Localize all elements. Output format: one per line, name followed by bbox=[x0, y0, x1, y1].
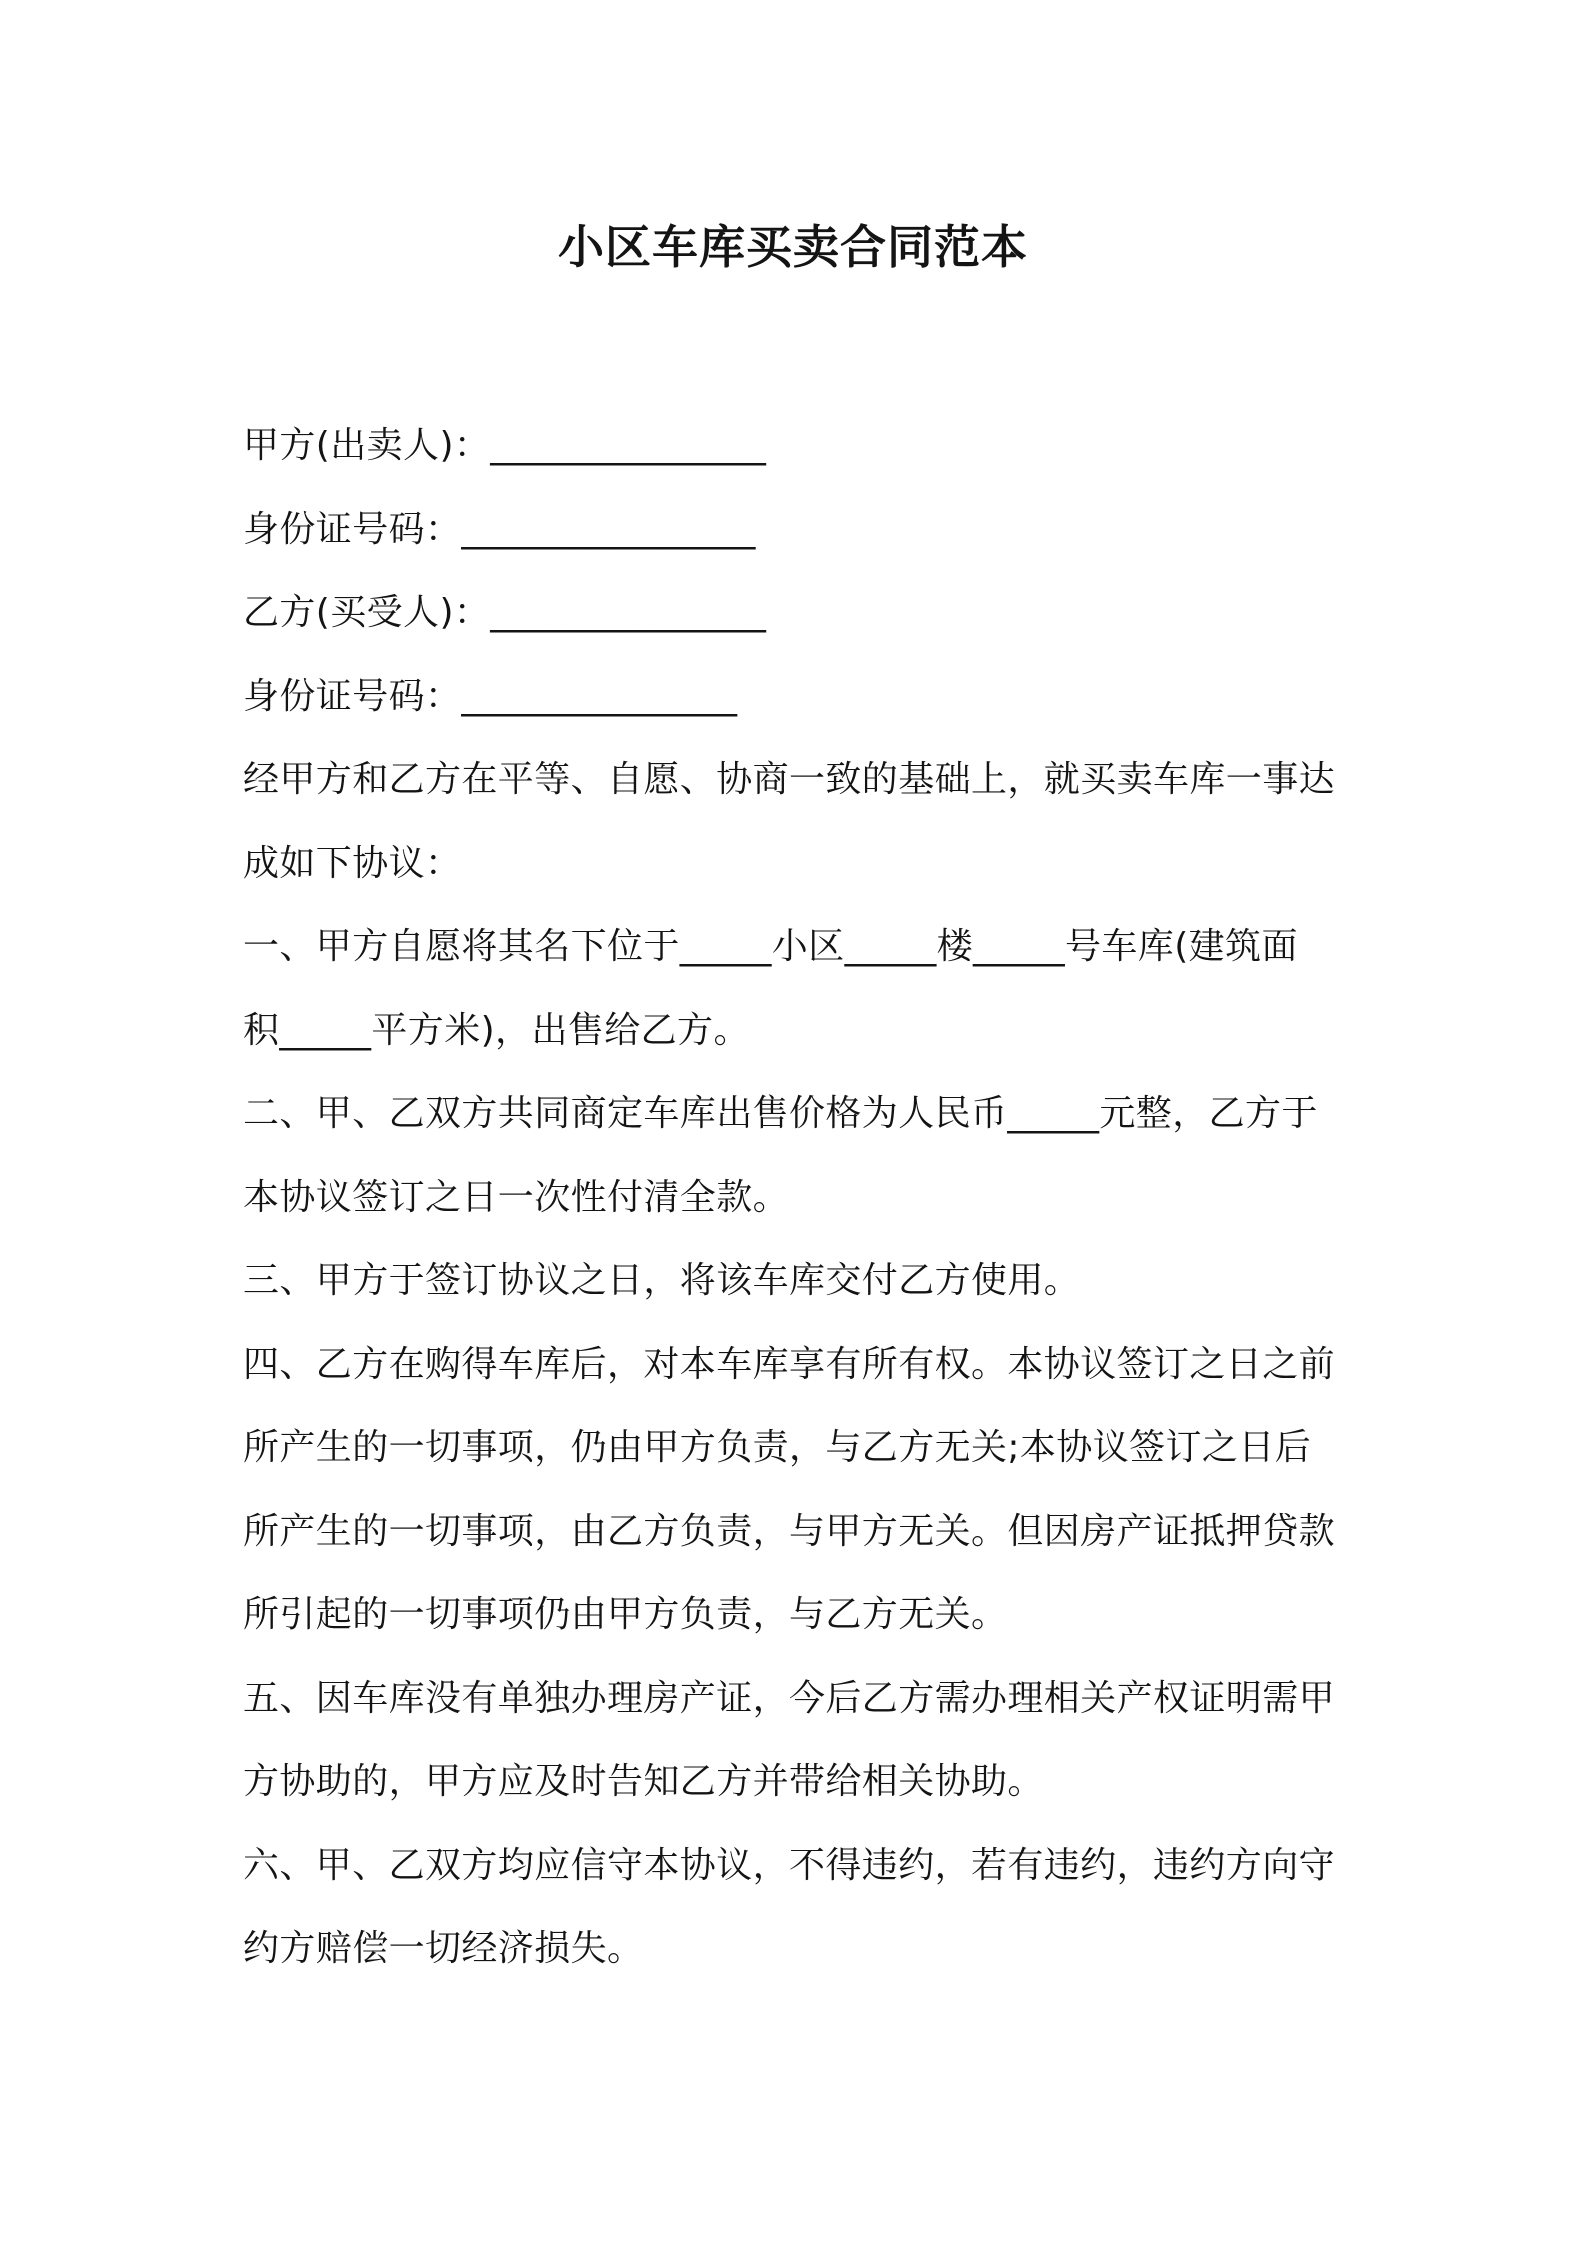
clause-4-line-1: 四、乙方在购得车库后，对本车库享有所有权。本协议签订之日之前 bbox=[243, 1343, 1336, 1385]
clause-4-line-3: 所产生的一切事项，由乙方负责，与甲方无关。但因房产证抵押贷款 bbox=[243, 1510, 1336, 1552]
clause-4-line-2: 所产生的一切事项，仍由甲方负责，与乙方无关;本协议签订之日后 bbox=[243, 1427, 1312, 1468]
seller-name-line: 甲方(出卖人)：_______________ bbox=[243, 425, 767, 466]
clause-5-line-2: 方协助的，甲方应及时告知乙方并带给相关协助。 bbox=[243, 1761, 1044, 1802]
preamble-line-1: 经甲方和乙方在平等、自愿、协商一致的基础上，就买卖车库一事达 bbox=[243, 759, 1336, 800]
buyer-name-line: 乙方(买受人)：_______________ bbox=[243, 592, 767, 633]
clause-4-line-4: 所引起的一切事项仍由甲方负责，与乙方无关。 bbox=[243, 1594, 1008, 1635]
clause-2-line-2: 本协议签订之日一次性付清全款。 bbox=[243, 1176, 790, 1218]
clause-6-line-1: 六、甲、乙双方均应信守本协议，不得违约，若有违约，违约方向守 bbox=[243, 1844, 1336, 1886]
document-title: 小区车库买卖合同范本 bbox=[558, 220, 1028, 274]
document-body bbox=[243, 404, 1353, 1991]
seller-id-line: 身份证号码：________________ bbox=[243, 508, 756, 550]
preamble-line-2: 成如下协议： bbox=[243, 842, 462, 884]
clause-3-line-1: 三、甲方于签订协议之日，将该车库交付乙方使用。 bbox=[243, 1260, 1081, 1301]
clause-5-line-1: 五、因车库没有单独办理房产证，今后乙方需办理相关产权证明需甲 bbox=[243, 1677, 1336, 1719]
clause-1-line-2: 积_____平方米)，出售给乙方。 bbox=[243, 1009, 750, 1051]
clause-1-line-1: 一、甲方自愿将其名下位于_____小区_____楼_____号车库(建筑面 bbox=[243, 926, 1298, 967]
buyer-id-line: 身份证号码：_______________ bbox=[243, 675, 738, 717]
clause-2-line-1: 二、甲、乙双方共同商定车库出售价格为人民币_____元整，乙方于 bbox=[243, 1093, 1318, 1134]
clause-6-line-2: 约方赔偿一切经济损失。 bbox=[243, 1928, 644, 1969]
